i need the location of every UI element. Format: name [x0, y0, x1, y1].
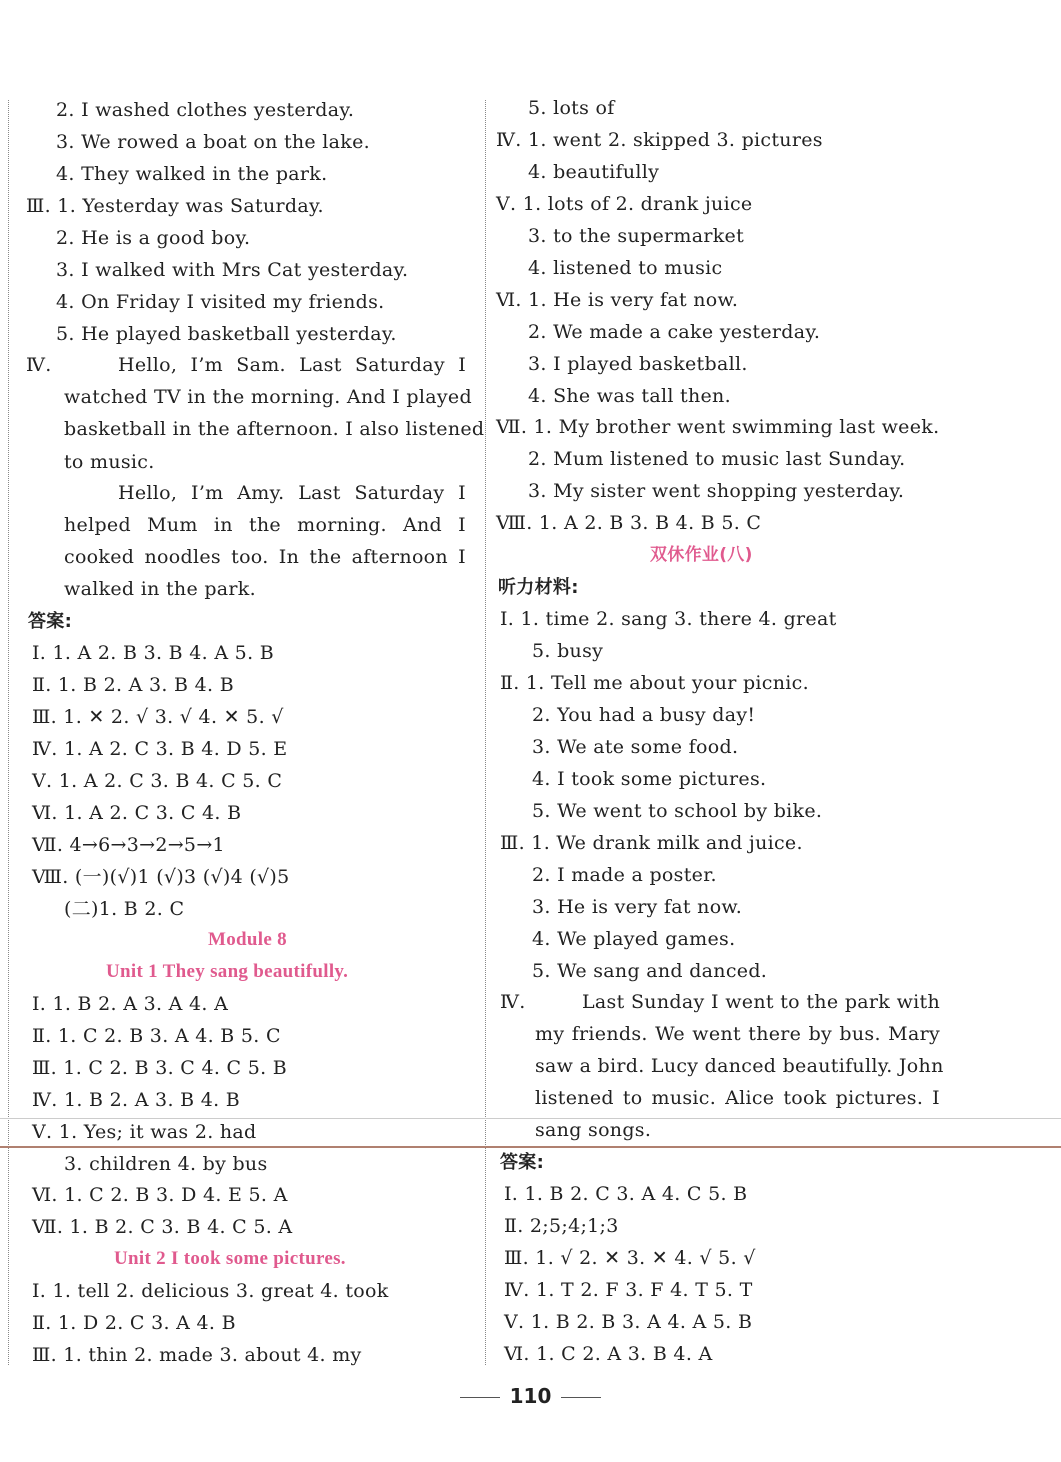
answer-line: (二)1. B 2. C: [64, 898, 185, 920]
answer-line: Ⅴ. 1. B 2. B 3. A 4. A 5. B: [504, 1311, 753, 1333]
answer-line: Ⅴ. 1. A 2. C 3. B 4. C 5. C: [32, 770, 283, 792]
answer-line: 3. children 4. by bus: [64, 1153, 268, 1175]
passage-line: my friends. We went there by bus. Mary: [535, 1023, 940, 1045]
unit-heading: Unit 2 I took some pictures.: [114, 1248, 346, 1269]
text-line: Ⅱ. 1. Tell me about your picnic.: [500, 672, 809, 694]
text-line: Ⅵ. 1. He is very fat now.: [496, 289, 739, 311]
text-line: 5. lots of: [528, 97, 615, 119]
answer-line: Ⅰ. 1. A 2. B 3. B 4. A 5. B: [32, 642, 275, 664]
passage-line: Last Sunday I went to the park with: [582, 991, 940, 1013]
answer-line: Ⅱ. 2;5;4;1;3: [504, 1215, 619, 1237]
text-line: 5. We went to school by bike.: [532, 800, 823, 822]
text-line: 2. I washed clothes yesterday.: [56, 99, 355, 121]
answer-line: Ⅱ. 1. B 2. A 3. B 4. B: [32, 674, 234, 696]
text-line: 2. He is a good boy.: [56, 227, 251, 249]
text-line: Ⅲ. 1. Yesterday was Saturday.: [26, 195, 324, 217]
text-line: 5. He played basketball yesterday.: [56, 323, 397, 345]
answer-line: Ⅰ. 1. tell 2. delicious 3. great 4. took: [32, 1280, 389, 1302]
answer-line: Ⅰ. 1. B 2. C 3. A 4. C 5. B: [504, 1183, 748, 1205]
answer-line: Ⅵ. 1. C 2. B 3. D 4. E 5. A: [32, 1184, 288, 1206]
text-line: 3. to the supermarket: [528, 225, 745, 247]
column-rule-middle: [485, 100, 486, 1365]
text-line: 4. We played games.: [532, 928, 736, 950]
page-number-dash-right: [561, 1397, 601, 1398]
answer-line: Ⅳ. 1. A 2. C 3. B 4. D 5. E: [32, 738, 288, 760]
text-line: 3. I walked with Mrs Cat yesterday.: [56, 259, 409, 281]
answer-line: Ⅷ. 1. A 2. B 3. B 4. B 5. C: [496, 512, 762, 534]
text-line: 4. She was tall then.: [528, 385, 731, 407]
answer-line: Ⅱ. 1. D 2. C 3. A 4. B: [32, 1312, 236, 1334]
answer-line: Ⅷ. (一)(√)1 (√)3 (√)4 (√)5: [32, 866, 290, 888]
passage-line: cooked noodles too. In the afternoon I: [64, 546, 466, 568]
text-line: Ⅰ. 1. time 2. sang 3. there 4. great: [500, 608, 837, 630]
passage-line: walked in the park.: [64, 578, 256, 600]
answer-line: Ⅰ. 1. B 2. A 3. A 4. A: [32, 993, 229, 1015]
answer-line: Ⅵ. 1. A 2. C 3. C 4. B: [32, 802, 242, 824]
answer-line: Ⅳ. 1. B 2. A 3. B 4. B: [32, 1089, 241, 1111]
text-line: Ⅳ. 1. went 2. skipped 3. pictures: [496, 129, 823, 151]
answer-line: Ⅶ. 1. B 2. C 3. B 4. C 5. A: [32, 1216, 293, 1238]
text-line: 2. I made a poster.: [532, 864, 717, 886]
answer-line: Ⅶ. 4→6→3→2→5→1: [32, 834, 225, 856]
fold-line-thick: [0, 1146, 1061, 1148]
text-line: Ⅴ. 1. lots of 2. drank juice: [496, 193, 753, 215]
passage-line: to music.: [64, 451, 155, 473]
answer-line: Ⅲ. 1. thin 2. made 3. about 4. my: [32, 1344, 362, 1366]
passage-line: saw a bird. Lucy danced beautifully. John: [535, 1055, 944, 1077]
text-line: 3. My sister went shopping yesterday.: [528, 480, 905, 502]
text-line: Ⅲ. 1. We drank milk and juice.: [500, 832, 803, 854]
text-line: 5. We sang and danced.: [532, 960, 768, 982]
answer-line: Ⅲ. 1. ✕ 2. √ 3. √ 4. ✕ 5. √: [32, 706, 284, 728]
text-line: 2. Mum listened to music last Sunday.: [528, 448, 906, 470]
text-line: 3. I played basketball.: [528, 353, 748, 375]
text-line: 3. We rowed a boat on the lake.: [56, 131, 371, 153]
text-line: 2. You had a busy day!: [532, 704, 756, 726]
passage-line: Hello, I’m Amy. Last Saturday I: [118, 482, 466, 504]
unit-heading: Unit 1 They sang beautifully.: [106, 961, 349, 982]
text-line: 3. He is very fat now.: [532, 896, 743, 918]
passage-line: watched TV in the morning. And I played: [64, 386, 472, 408]
answer-line: Ⅲ. 1. C 2. B 3. C 4. C 5. B: [32, 1057, 288, 1079]
text-line: 3. We ate some food.: [532, 736, 739, 758]
passage-line: Hello, I’m Sam. Last Saturday I: [118, 354, 466, 376]
column-rule-left: [8, 100, 9, 1365]
answer-line: Ⅱ. 1. C 2. B 3. A 4. B 5. C: [32, 1025, 281, 1047]
text-line: 5. busy: [532, 640, 604, 662]
page-number-dash-left: [460, 1397, 500, 1398]
answer-line: Ⅳ. 1. T 2. F 3. F 4. T 5. T: [504, 1279, 753, 1301]
answer-heading: 答案:: [28, 611, 73, 632]
section-label: Ⅳ.: [500, 991, 526, 1013]
answer-line: Ⅲ. 1. √ 2. ✕ 3. ✕ 4. √ 5. √: [504, 1247, 756, 1269]
section-heading: 双休作业(八): [650, 545, 753, 565]
section-label: Ⅳ.: [26, 354, 52, 376]
page-number: [0, 1384, 1061, 1408]
text-line: 4. beautifully: [528, 161, 660, 183]
page-number-value: 110: [509, 1384, 552, 1408]
passage-line: helped Mum in the morning. And I: [64, 514, 466, 536]
module-heading: Module 8: [208, 929, 287, 950]
listening-heading: 听力材料:: [498, 577, 579, 598]
answer-line: Ⅵ. 1. C 2. A 3. B 4. A: [504, 1343, 713, 1365]
passage-line: basketball in the afternoon. I also listened: [64, 418, 485, 440]
passage-line: listened to music. Alice took pictures. I: [535, 1087, 940, 1109]
text-line: Ⅶ. 1. My brother went swimming last week.: [496, 416, 940, 438]
text-line: 4. On Friday I visited my friends.: [56, 291, 385, 313]
text-line: 4. listened to music: [528, 257, 723, 279]
text-line: 2. We made a cake yesterday.: [528, 321, 821, 343]
text-line: 4. They walked in the park.: [56, 163, 328, 185]
text-line: 4. I took some pictures.: [532, 768, 767, 790]
answer-line: Ⅴ. 1. Yes; it was 2. had: [32, 1121, 257, 1143]
passage-line: sang songs.: [535, 1119, 652, 1141]
answer-heading: 答案:: [500, 1152, 545, 1173]
